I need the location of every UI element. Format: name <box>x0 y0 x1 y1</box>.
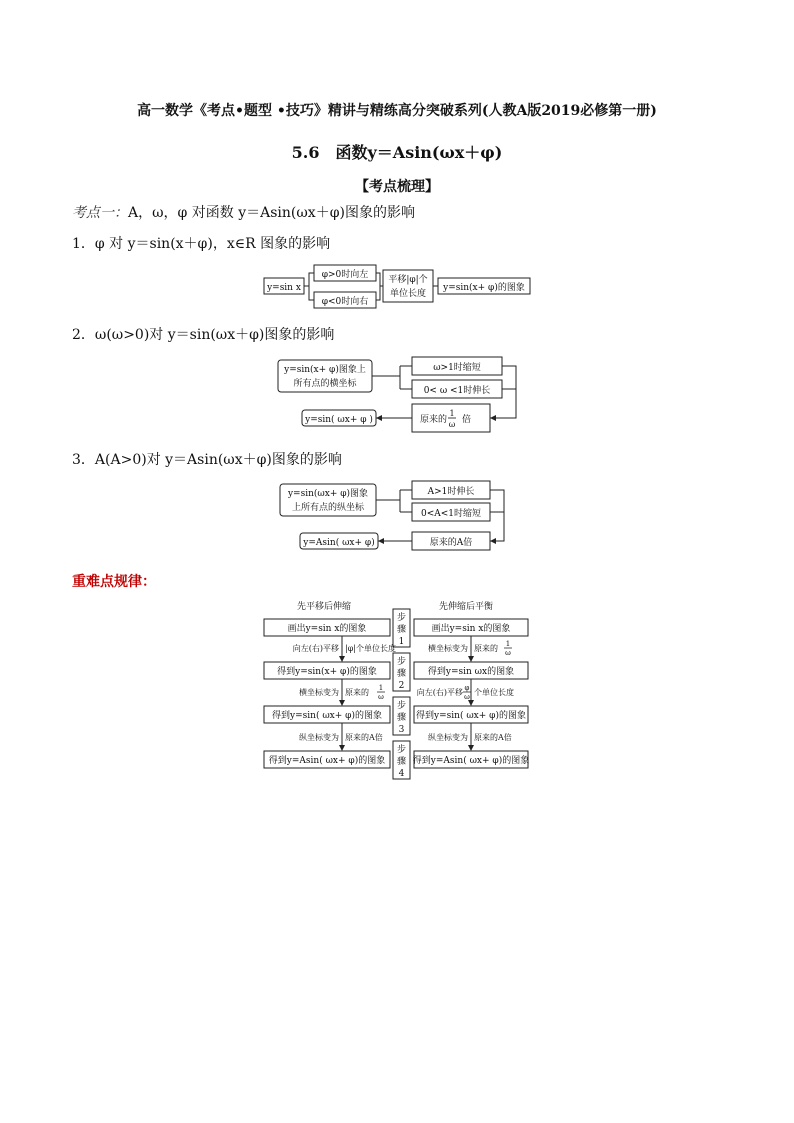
flow-left-box-1-text: 画出y=sin x的图象 <box>287 624 367 634</box>
flow-right-arrow-2-post: 个单位长度 <box>474 688 514 697</box>
flow-step-1-char1: 步 <box>396 613 407 623</box>
flow-right-box-2-text: 得到y=sin ωx的图象 <box>427 667 515 677</box>
flow-right-arrow-3-pre: 纵坐标变为 <box>428 733 468 742</box>
item-3-label: 3．A(A>0)对 y＝Asin(ωx＋φ)图象的影响 <box>72 452 342 468</box>
flow-step-3-char2: 骤 <box>396 713 407 723</box>
flow-step-2-num: 2 <box>398 681 405 691</box>
d3-start-line1: y=sin(ωx+ φ)图象 <box>287 489 369 499</box>
d1-join <box>376 273 380 300</box>
flow-right-arrow-2-num: φ <box>464 684 470 692</box>
d2-factor-num: 1 <box>449 409 455 418</box>
d2-end-text: y=sin( ωx+ φ ) <box>305 415 373 425</box>
flow-step-4-num: 4 <box>398 769 405 779</box>
flow-left-box-4-text: 得到y=Asin( ωx+ φ)的图象 <box>268 756 386 766</box>
d2-factor-den: ω <box>448 420 456 429</box>
flow-left-box-2-text: 得到y=sin(x+ φ)的图象 <box>277 667 377 677</box>
d1-down-text: φ<0时向右 <box>321 297 369 307</box>
d2-factor-post: 倍 <box>462 415 472 425</box>
flow-right-arrow-1-post: 原来的 <box>474 644 498 653</box>
d1-start-text: y=sin x <box>267 283 301 293</box>
flow-left-arrow-2-den: ω <box>378 693 384 701</box>
diagram-A-scale <box>276 478 526 554</box>
d1-mid-line1: 平移|φ|个 <box>388 275 428 285</box>
d1-branch-up <box>304 273 314 286</box>
d3-down-text: 0<A<1时缩短 <box>420 509 482 519</box>
flow-right-box-1-text: 画出y=sin x的图象 <box>431 624 511 634</box>
d2-factor-pre: 原来的 <box>420 415 448 425</box>
d3-up-text: A>1时伸长 <box>427 487 475 497</box>
kaodian-text: A，ω，φ 对函数 y＝Asin(ωx＋φ)图象的影响 <box>128 205 415 221</box>
flow-right-box-4-text: 得到y=Asin( ωx+ φ)的图象 <box>412 756 530 766</box>
flow-right-arrow-2-pre: 向左(右)平移 <box>416 688 463 697</box>
diagram-phi-shift <box>260 262 536 312</box>
d1-end-text: y=sin(x+ φ)的图象 <box>443 283 525 293</box>
flow-right-arrow-1-pre: 横坐标变为 <box>428 644 468 653</box>
d3-end-text: y=Asin( ωx+ φ) <box>303 538 375 548</box>
flow-left-arrow-1-post: |φ|个单位长度 <box>345 644 396 653</box>
flow-right-box-3-text: 得到y=sin( ωx+ φ)的图象 <box>416 711 526 721</box>
flow-right-arrow-1-num: 1 <box>505 640 511 648</box>
flow-right-arrow-1-den: ω <box>505 649 511 657</box>
d1-mid-line2: 单位长度 <box>389 289 427 299</box>
flow-left-box-3-text: 得到y=sin( ωx+ φ)的图象 <box>272 711 382 721</box>
d2-down-text: 0< ω <1时伸长 <box>423 386 491 396</box>
flow-left-header: 先平移后伸缩 <box>296 602 352 612</box>
flow-step-1-char2: 骤 <box>396 625 407 635</box>
flow-step-3-num: 3 <box>398 725 405 735</box>
flow-step-1-num: 1 <box>398 637 405 647</box>
flow-right-arrow-2-den: ω <box>464 693 470 701</box>
d3-start-line2: 上所有点的纵坐标 <box>291 503 365 513</box>
flow-step-3-char1: 步 <box>396 701 407 711</box>
d3-join-arrow <box>490 490 504 541</box>
flowchart-two-methods <box>262 598 534 782</box>
flow-step-4-char2: 骤 <box>396 757 407 767</box>
flow-left-arrow-3-pre: 纵坐标变为 <box>299 733 339 742</box>
flow-left-arrow-1-pre: 向左(右)平移 <box>292 644 339 653</box>
d3-factor-text: 原来的A倍 <box>429 538 473 548</box>
d2-up-text: ω>1时缩短 <box>433 363 481 373</box>
d1-branch-down <box>309 286 314 300</box>
item-2-label: 2．ω(ω>0)对 y＝sin(ωx＋φ)图象的影响 <box>72 327 335 343</box>
kaodian-lead: 考点一： <box>72 205 128 221</box>
kaodian-heading <box>72 202 415 222</box>
d2-join-arrow <box>490 366 516 418</box>
diagram-omega-scale <box>272 354 522 436</box>
flow-left-arrow-2-num: 1 <box>378 684 384 692</box>
flow-right-arrow-3-post: 原来的A倍 <box>474 733 512 742</box>
section-title: 5.6 函数y＝Asin(ωx＋φ) <box>291 143 503 162</box>
item-1-label: 1．φ 对 y＝sin(x＋φ)，x∈R 图象的影响 <box>72 236 331 252</box>
section-subhead: 【考点梳理】 <box>355 179 439 195</box>
rules-title: 重难点规律： <box>72 574 156 590</box>
d2-start-line2: 所有点的横坐标 <box>293 379 357 389</box>
flow-step-2-char1: 步 <box>396 657 407 667</box>
flow-left-arrow-2-pre: 横坐标变为 <box>299 688 339 697</box>
flow-left-arrow-3-post: 原来的A倍 <box>345 733 383 742</box>
d1-up-text: φ>0时向左 <box>321 270 369 280</box>
series-title: 高一数学《考点•题型 •技巧》精讲与精练高分突破系列(人教A版2019必修第一册) <box>137 103 657 119</box>
flow-right-header: 先伸缩后平衡 <box>438 602 494 612</box>
flow-step-4-char1: 步 <box>396 745 407 755</box>
flow-left-arrow-2-post: 原来的 <box>345 688 369 697</box>
d2-start-line1: y=sin(x+ φ)图象上 <box>284 365 366 375</box>
flow-step-2-char2: 骤 <box>396 669 407 679</box>
